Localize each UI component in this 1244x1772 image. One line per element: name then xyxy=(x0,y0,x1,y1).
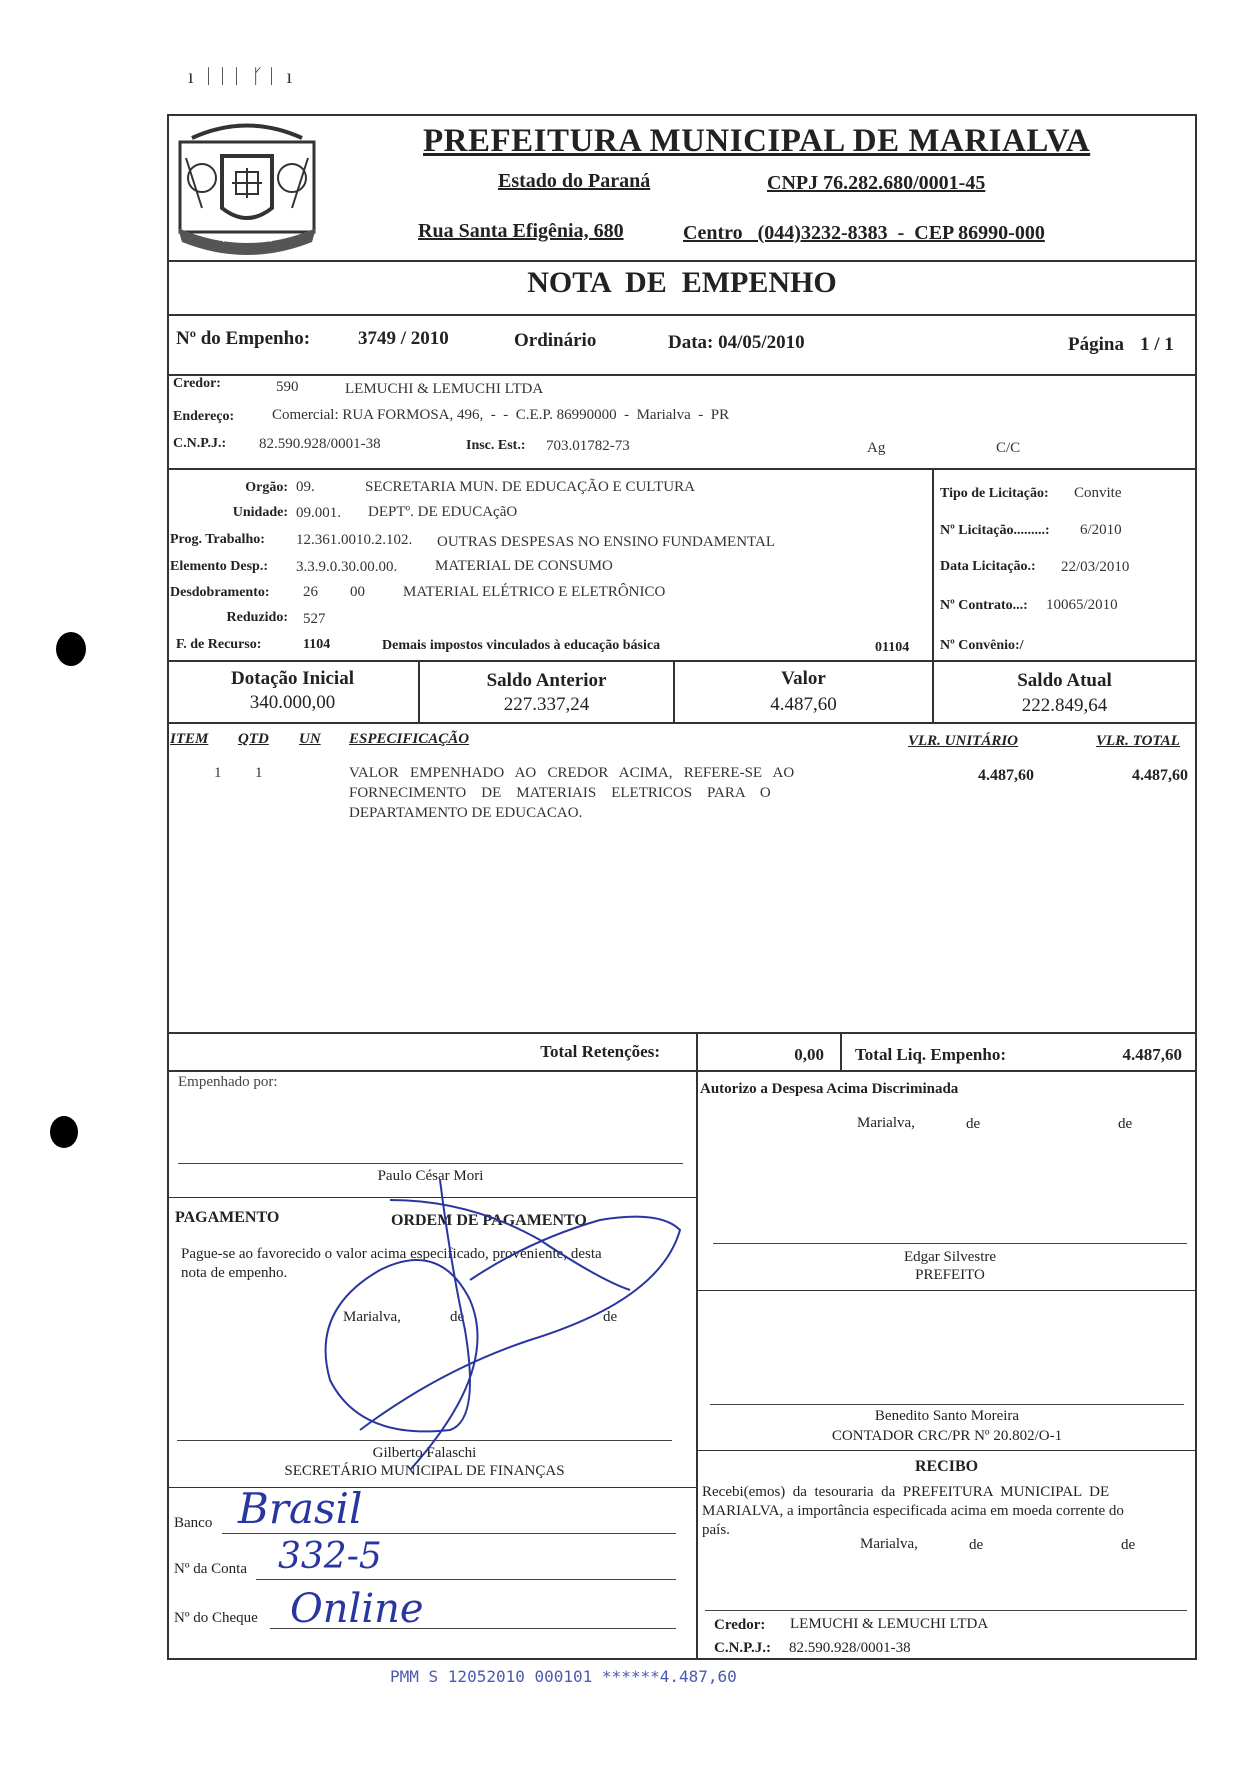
autorizo-de2: de xyxy=(1118,1116,1133,1132)
recibo-line3: país. xyxy=(702,1522,730,1538)
recibo-label: RECIBO xyxy=(914,1458,979,1475)
recibo-credor-label: Credor: xyxy=(714,1617,766,1633)
item-number: 1 xyxy=(214,765,222,781)
credor-name: LEMUCHI & LEMUCHI LTDA xyxy=(345,381,544,397)
saldo-atual-value: 222.849,64 xyxy=(1021,695,1108,716)
recibo-line1: Recebi(emos) da tesouraria da PREFEITURA MUNICIPAL DE xyxy=(702,1484,1110,1500)
contador-name: Benedito Santo Moreira xyxy=(874,1408,1020,1424)
liq-empenho-value: 4.487,60 xyxy=(1122,1045,1182,1064)
empenhado-name: Paulo César Mori xyxy=(377,1168,484,1184)
saldo-anterior-label: Saldo Anterior xyxy=(486,670,607,691)
licitacao-number-label: Nº Licitação.........: xyxy=(940,523,1050,538)
dotacao-label: Dotação Inicial xyxy=(231,668,354,689)
contrato-label: Nº Contrato...: xyxy=(940,598,1028,613)
ag-label: Ag xyxy=(867,440,886,456)
recibo-cnpj-label: C.N.P.J.: xyxy=(714,1640,771,1656)
credor-label: Credor: xyxy=(173,376,221,391)
secretario-name: Gilberto Falaschi xyxy=(372,1445,477,1461)
orgao-code: 09. xyxy=(296,479,315,495)
handwritten-cheque: Online xyxy=(290,1586,424,1632)
svg-text:MARIALVA: MARIALVA xyxy=(222,234,272,245)
saldo-atual-label: Saldo Atual xyxy=(1017,670,1112,691)
item-desc-line3: DEPARTAMENTO DE EDUCACAO. xyxy=(349,805,583,821)
pagamento-de1: de xyxy=(450,1309,465,1325)
unidade-name: DEPTº. DE EDUCAçãO xyxy=(368,504,518,520)
retencoes-label: Total Retenções: xyxy=(540,1042,660,1061)
item-qtd: 1 xyxy=(255,765,263,781)
unidade-label: Unidade: xyxy=(232,505,288,520)
document-title: NOTA DE EMPENHO xyxy=(527,266,837,299)
contador-title: CONTADOR CRC/PR Nº 20.802/O-1 xyxy=(831,1428,1063,1444)
prefeito-title: PREFEITO xyxy=(915,1267,985,1283)
recurso-code: 1104 xyxy=(303,637,331,652)
recibo-de1: de xyxy=(969,1537,984,1553)
elemento-name: MATERIAL DE CONSUMO xyxy=(435,558,613,574)
autorizo-de1: de xyxy=(966,1116,981,1132)
handwritten-conta: 332-5 xyxy=(278,1536,382,1577)
address-field-label: Endereço: xyxy=(173,409,235,424)
page-label: Página xyxy=(1068,334,1124,355)
reduzido-label: Reduzido: xyxy=(226,610,288,625)
recibo-credor-name: LEMUCHI & LEMUCHI LTDA xyxy=(790,1616,989,1632)
prefeito-name: Edgar Silvestre xyxy=(903,1249,997,1265)
desdobramento-code: 26 xyxy=(303,584,318,600)
cnpj-field-label: C.N.P.J.: xyxy=(173,436,227,451)
empenho-number: 3749 / 2010 xyxy=(358,328,449,349)
coat-of-arms-emblem xyxy=(172,118,322,260)
recurso-code2: 01104 xyxy=(875,640,910,655)
recibo-line2: MARIALVA, a importância especificada acima em moeda corrente do xyxy=(702,1503,1124,1519)
col-qtd: QTD xyxy=(238,731,269,747)
item-unit-value: 4.487,60 xyxy=(978,767,1034,784)
convenio-label: Nº Convênio:/ xyxy=(940,638,1024,653)
pague-line1: Pague-se ao favorecido o valor acima especificado, proveniente, desta xyxy=(181,1246,602,1262)
orgao-name: SECRETARIA MUN. DE EDUCAÇÃO E CULTURA xyxy=(365,479,695,495)
valor-label: Valor xyxy=(781,668,826,689)
desdobramento-label: Desdobramento: xyxy=(170,585,270,600)
binder-hole xyxy=(56,632,86,666)
credor-code: 590 xyxy=(276,379,299,395)
col-especificacao: ESPECIFICAÇÃO xyxy=(349,731,470,747)
bank-stamp: PMM S 12052010 000101 ******4.487,60 xyxy=(390,1667,737,1686)
top-scribble: ı ᛁᛁᛁ ᚴᛁ ı xyxy=(188,66,295,88)
address-label: Rua Santa Efigênia, 680 xyxy=(418,220,624,242)
empenho-number-label: Nº do Empenho: xyxy=(176,328,311,349)
pagamento-label: PAGAMENTO xyxy=(175,1209,280,1226)
col-un: UN xyxy=(299,731,321,747)
prog-name: OUTRAS DESPESAS NO ENSINO FUNDAMENTAL xyxy=(437,534,775,550)
recibo-cnpj: 82.590.928/0001-38 xyxy=(789,1640,911,1656)
credor-cnpj: 82.590.928/0001-38 xyxy=(259,436,381,452)
retencoes-value: 0,00 xyxy=(794,1045,824,1064)
empenho-type: Ordinário xyxy=(514,330,597,351)
col-vlr-unitario: VLR. UNITÁRIO xyxy=(908,733,1019,749)
saldo-anterior-value: 227.337,24 xyxy=(503,694,590,715)
signature-scribble xyxy=(300,1180,720,1480)
item-desc-line2: FORNECIMENTO DE MATERIAIS ELETRICOS PARA O xyxy=(349,785,771,801)
contact-label: Centro (044)3232-8383 - CEP 86990-000 xyxy=(683,222,1045,244)
page-number: 1 / 1 xyxy=(1140,334,1174,355)
cheque-label: Nº do Cheque xyxy=(174,1610,258,1626)
recurso-label: F. de Recurso: xyxy=(176,637,262,652)
data-licitacao: 22/03/2010 xyxy=(1061,559,1130,575)
tipo-licitacao-label: Tipo de Licitação: xyxy=(940,486,1049,501)
unidade-code: 09.001. xyxy=(296,505,341,521)
conta-label: Nº da Conta xyxy=(174,1561,247,1577)
cc-label: C/C xyxy=(996,440,1021,456)
licitacao-number: 6/2010 xyxy=(1080,522,1122,538)
data-licitacao-label: Data Licitação.: xyxy=(940,559,1036,574)
col-item: ITEM xyxy=(170,731,209,747)
binder-hole xyxy=(50,1116,78,1148)
credor-insc: 703.01782-73 xyxy=(546,438,630,454)
cnpj-label: CNPJ 76.282.680/0001-45 xyxy=(767,172,986,194)
handwritten-banco: Brasil xyxy=(238,1484,363,1533)
elemento-code: 3.3.9.0.30.00.00. xyxy=(296,559,398,575)
item-desc-line1: VALOR EMPENHADO AO CREDOR ACIMA, REFERE-SE AO xyxy=(349,765,795,781)
state-label: Estado do Paraná xyxy=(498,170,651,192)
orgao-label: Orgão: xyxy=(245,480,288,495)
recibo-marialva: Marialva, xyxy=(860,1536,918,1552)
pague-line2: nota de empenho. xyxy=(181,1265,288,1281)
contrato-number: 10065/2010 xyxy=(1046,597,1118,613)
dotacao-value: 340.000,00 xyxy=(249,692,336,713)
empenhado-label: Empenhado por: xyxy=(178,1074,278,1090)
recurso-name: Demais impostos vinculados à educação básica xyxy=(382,638,661,653)
autorizo-label: Autorizo a Despesa Acima Discriminada xyxy=(700,1081,959,1097)
empenho-date: Data: 04/05/2010 xyxy=(668,332,805,353)
pagamento-de2: de xyxy=(603,1309,618,1325)
insc-label: Insc. Est.: xyxy=(466,438,526,453)
banco-label: Banco xyxy=(174,1515,213,1531)
elemento-label: Elemento Desp.: xyxy=(170,559,268,574)
secretario-title: SECRETÁRIO MUNICIPAL DE FINANÇAS xyxy=(284,1463,565,1479)
tipo-licitacao: Convite xyxy=(1074,485,1122,501)
valor-value: 4.487,60 xyxy=(770,694,837,715)
reduzido-value: 527 xyxy=(303,611,326,627)
autorizo-marialva: Marialva, xyxy=(857,1115,915,1131)
page-title: PREFEITURA MUNICIPAL DE MARIALVA xyxy=(423,123,1091,159)
ordem-pagamento-label: ORDEM DE PAGAMENTO xyxy=(391,1212,587,1229)
recibo-de2: de xyxy=(1121,1537,1136,1553)
item-total-value: 4.487,60 xyxy=(1132,767,1188,784)
desdobramento-name: MATERIAL ELÉTRICO E ELETRÔNICO xyxy=(403,584,666,600)
prog-code: 12.361.0010.2.102. xyxy=(296,532,413,548)
pagamento-marialva: Marialva, xyxy=(343,1309,401,1325)
col-vlr-total: VLR. TOTAL xyxy=(1096,733,1180,749)
desdobramento-code2: 00 xyxy=(350,584,365,600)
credor-address: Comercial: RUA FORMOSA, 496, - - C.E.P. 86990000 - Marialva - PR xyxy=(272,407,730,423)
prog-label: Prog. Trabalho: xyxy=(170,532,265,547)
liq-empenho-label: Total Liq. Empenho: xyxy=(855,1045,1006,1064)
